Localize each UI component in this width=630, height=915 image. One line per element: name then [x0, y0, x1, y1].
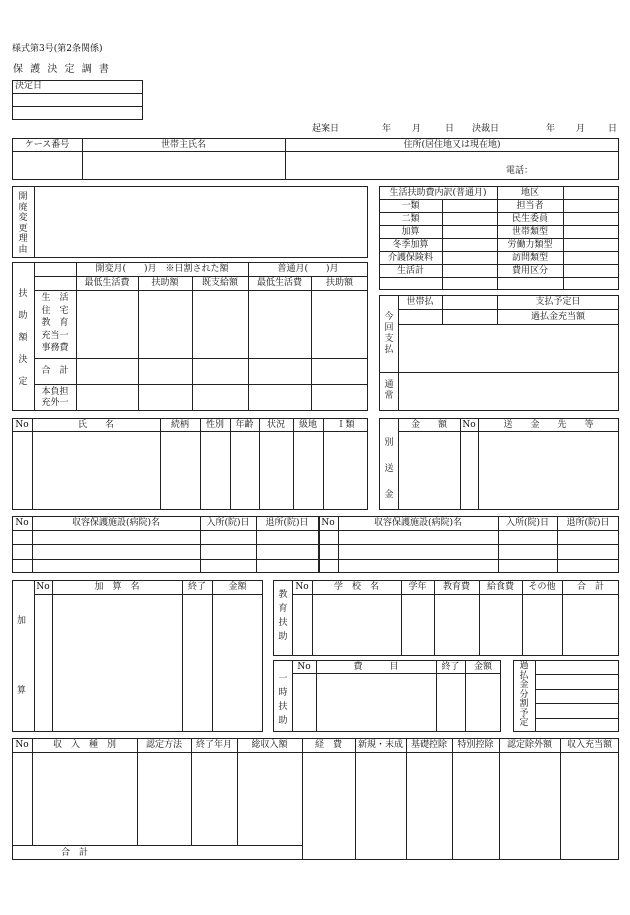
- side-char: 扶: [18, 289, 28, 299]
- case-no-header: ケース番号: [24, 140, 70, 150]
- page: 様式第3号(第2条関係) 保 護 決 定 調 書 決定日 起案日 年 月 日 決裁日 年 月 日 ケース番号 世帯主氏名 住所(居住地又は現在地) 電話： 開 廃 変 更 理 由 生活扶助費内訳(普通月) 扶 助 額 決 定 開変月( )月 ※日割された額 普通月( )月 最低生活費 扶助額 既支給額 最低生活費 扶助額 合 計 本負担 充外一 世帯払 支払予定日 過払金充当額 今 回 支 払 通 常 金 額 No 送 金 先 等 別 送 金 No 加 算 名 終了 金額 加 算 教 育 扶 助 No 費 目 終了 金額 一 時 扶 助 過 払 金 分 割 予 定 合 計 一類 二類 加算 冬季加算 介護保険料 生活計 地区 担当者 民生委員 世帯類型 労働力類型 訪問類型 費用区分 生 活 住 宅 教 育 充当一 事務費 No 氏 名 続柄 性別 年齢 状況 級地 Ｉ類 No 収容保護施設(病院)名 入所(院)日 退所(院)日 No 収容保護施設(病院)名 入所(院)日 退所(院)日 No 学 校 名 学年 教育費 給食費 その他 合 計 No 収 入 種 別 認定方法 終了年月 総収入額 経 費 新規・未成 基礎控除 特別控除 認定除外額 収入充当額: [12, 44, 618, 858]
- income-header-cell: 経 費: [314, 740, 342, 750]
- living-breakdown-right-label: 世帯類型: [511, 227, 548, 237]
- side-char: 定: [519, 718, 529, 728]
- page-title: 保 護 決 定 調 書: [13, 64, 111, 75]
- income-header-cell: 総収入額: [251, 740, 288, 750]
- facility-header-cell: 収容保護施設(病院)名: [71, 518, 161, 528]
- education-side-label: [277, 588, 289, 644]
- education-header-cell: 教育費: [442, 582, 470, 592]
- members-header-cell: 状況: [266, 420, 285, 430]
- facility-header-cell: 収容保護施設(病院)名: [373, 518, 463, 528]
- side-char: 払: [519, 670, 529, 681]
- side-char: 助: [278, 716, 288, 726]
- income-header-cell: 特別控除: [457, 740, 494, 750]
- income-total-label: 合 計: [60, 848, 88, 858]
- income-header-cell: 終了年月: [195, 740, 232, 750]
- income-header-cell: No: [15, 740, 29, 750]
- side-char: 金: [384, 490, 394, 500]
- side-char: 教: [278, 590, 288, 600]
- reason-box: [12, 186, 368, 258]
- living-breakdown-row-label: 一類: [401, 201, 420, 211]
- living-breakdown-row-label: 生活計: [396, 266, 424, 276]
- facility-header-cell: 入所(院)日: [206, 518, 250, 528]
- facility-header-cell: No: [321, 518, 335, 528]
- living-breakdown-right-label: 民生委員: [511, 214, 548, 224]
- aid-item-label: 住 宅: [41, 305, 69, 316]
- side-char: 金: [519, 680, 529, 690]
- education-header-cell: 学年: [408, 582, 427, 592]
- members-header-cell: No: [15, 420, 29, 430]
- temporary-side-label: [277, 672, 289, 728]
- education-header-cell: 給食費: [486, 582, 514, 592]
- living-breakdown-title: 生活扶助費内訳(普通月): [389, 188, 487, 198]
- approval-date-label: 決裁日: [472, 124, 500, 134]
- education-header-cell: 合 計: [576, 582, 604, 592]
- side-char: 通: [384, 380, 394, 390]
- education-header-cell: その他: [528, 582, 556, 592]
- aid-item-label: 教 育: [41, 318, 69, 328]
- income-table: [12, 738, 619, 860]
- living-breakdown-row-label: 二類: [401, 214, 420, 224]
- members-header-cell: 年齢: [235, 420, 254, 430]
- living-breakdown-right-label: 訪問類型: [511, 253, 548, 263]
- normal-month-header: 普通月( )月: [277, 264, 339, 274]
- income-header-cell: 新規・未成: [357, 740, 403, 750]
- income-header-cell: 基礎控除: [410, 740, 447, 750]
- addition-table: [12, 580, 263, 732]
- income-header-cell: 収入充当額: [566, 740, 612, 750]
- education-header-cell: 学 校 名: [333, 582, 379, 592]
- aid-item-label: 充当一: [41, 330, 69, 341]
- aid-total-label: 合 計: [41, 366, 69, 376]
- side-char: 扶: [278, 618, 288, 628]
- members-header-cell: 氏 名: [77, 420, 114, 430]
- side-char: 割: [519, 699, 529, 709]
- payment-normal-side: [383, 380, 395, 402]
- head-name-header: 世帯主氏名: [160, 140, 206, 150]
- side-char: 予: [519, 708, 529, 719]
- living-breakdown-row-label: 介護保険料: [387, 253, 433, 263]
- side-char: 払: [384, 345, 394, 355]
- living-breakdown-right-label: 地区: [520, 188, 539, 198]
- side-char: 扶: [278, 702, 288, 712]
- side-char: 廃: [18, 202, 28, 213]
- side-char: 助: [278, 632, 288, 642]
- side-char: 決: [18, 355, 28, 365]
- side-char: 定: [18, 377, 28, 387]
- side-char: 開: [18, 192, 28, 202]
- income-header-cell: 認定除外額: [506, 740, 552, 750]
- side-char: 由: [18, 244, 28, 255]
- decision-date-label: 決定日: [15, 81, 43, 91]
- members-header-cell: Ｉ類: [336, 420, 355, 430]
- aid-item-label: 事務費: [41, 343, 69, 353]
- draft-date-label: 起案日: [312, 124, 340, 134]
- members-header-cell: 級地: [298, 420, 317, 430]
- living-breakdown-right-label: 費用区分: [511, 266, 548, 276]
- living-breakdown-row-label: 冬季加算: [392, 240, 429, 250]
- living-breakdown-right-label: 担当者: [516, 201, 544, 211]
- change-month-header: 開変月( )月 ※日割された額: [95, 264, 229, 274]
- side-char: 別: [384, 438, 394, 448]
- members-header-cell: 性別: [205, 420, 224, 430]
- form-id: 様式第3号(第2条関係): [12, 44, 103, 54]
- aid-item-label: 生 活: [41, 293, 69, 303]
- side-char: 育: [278, 604, 288, 614]
- scheduled-date-label: 支払予定日: [535, 297, 581, 307]
- income-header-cell: 収 入 種 別: [52, 740, 116, 750]
- side-char: 送: [384, 464, 394, 474]
- side-char: 変: [18, 213, 28, 223]
- side-char: 支: [384, 334, 394, 344]
- facility-header-cell: No: [15, 518, 29, 528]
- side-char: 時: [278, 688, 288, 698]
- side-char: 今: [384, 312, 394, 322]
- side-char: 過: [519, 661, 529, 671]
- side-char: 助: [18, 311, 28, 321]
- members-header-cell: 続柄: [170, 420, 189, 430]
- payment-now-side: [383, 312, 395, 356]
- side-char: 回: [384, 323, 394, 333]
- side-char: 一: [278, 674, 288, 684]
- overpay-split-side-label: [518, 662, 530, 729]
- phone-label: 電話：: [506, 166, 534, 176]
- overpaid-label: 過払金充当額: [530, 312, 585, 322]
- income-header-cell: 認定方法: [145, 740, 182, 750]
- living-breakdown-right-label: 労働力類型: [507, 240, 553, 250]
- reason-side-label: [17, 192, 29, 255]
- side-char: 更: [18, 223, 28, 234]
- side-char: 理: [18, 234, 28, 244]
- side-char: 常: [384, 391, 394, 401]
- living-breakdown-row-label: 加算: [401, 227, 420, 237]
- side-char: 分: [519, 689, 529, 700]
- facility-header-cell: 退所(院)日: [265, 518, 309, 528]
- remit-side-label: [383, 430, 395, 508]
- facility-header-cell: 入所(院)日: [505, 518, 550, 528]
- facility-header-cell: 退所(院)日: [566, 518, 610, 528]
- side-char: 額: [18, 333, 28, 343]
- aid-decision-side-label: [17, 283, 29, 393]
- address-header: 住所(居住地又は現在地): [403, 140, 501, 150]
- education-header-cell: No: [295, 582, 309, 592]
- household-pay-label: 世帯払: [406, 297, 434, 307]
